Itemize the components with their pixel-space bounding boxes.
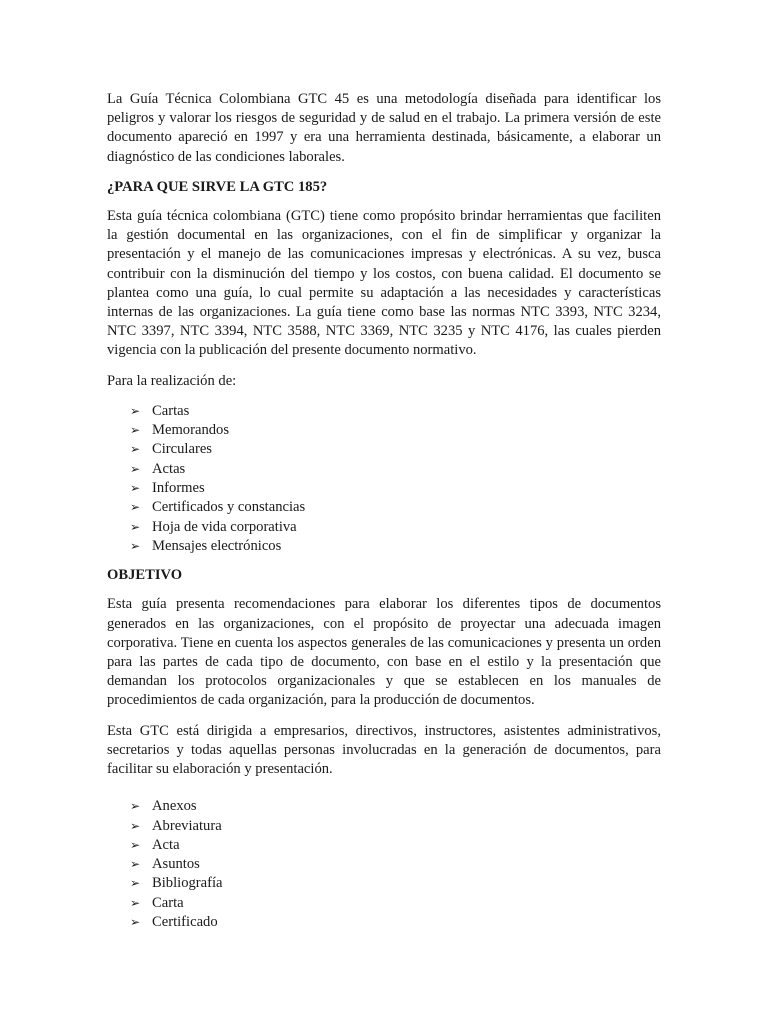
- objective-paragraph: Esta guía presenta recomendaciones para elaborar los diferentes tipos de documentos generados en las organizaciones, con el propósito de proyectar una adecuada imagen corporativa. Tiene en cuenta los aspectos generales de las comunicaciones y presenta un orden para las partes de cada tipo de documento, con base en el estilo y la presentación que demandan los protocolos organizacionales y que se establecen en los manuales de procedimientos de cada organización, para la producción de documentos.: [107, 596, 661, 709]
- list-item: ➢ Actas: [130, 460, 661, 479]
- arrowhead-bullet-icon: ➢: [130, 799, 141, 814]
- list-item: ➢ Hoja de vida corporativa: [130, 518, 661, 537]
- arrowhead-bullet-icon: ➢: [130, 423, 141, 438]
- arrowhead-bullet-icon: ➢: [130, 857, 141, 872]
- arrowhead-bullet-icon: ➢: [130, 442, 141, 457]
- list-item: ➢ Circulares: [130, 440, 661, 459]
- arrowhead-bullet-icon: ➢: [130, 895, 141, 910]
- list-intro-paragraph: Para la realización de:: [107, 372, 237, 389]
- audience-paragraph: Esta GTC está dirigida a empresarios, directivos, instructores, asistentes administrativos, secretarios y todas aquellas personas involucradas en la generación de documentos, para facilitar su elaboración y presentación.: [107, 722, 661, 778]
- document-page: [107, 90, 661, 942]
- purpose-paragraph: Esta guía técnica colombiana (GTC) tiene como propósito brindar herramientas que faciliten la gestión documental en las organizaciones, con el fin de simplificar y organizar la presentación y el manejo de las comunicaciones impresas y electrónicas. A su vez, busca contribuir con la disminución del tiempo y los costos, con buena calidad. El documento se plantea como una guía, lo cual permite su adaptación a las necesidades y características internas de las organizaciones. La guía tiene como base las normas NTC 3393, NTC 3234, NTC 3397, NTC 3394, NTC 3588, NTC 3369, NTC 3235 y NTC 4176, las cuales pierden vigencia con la publicación del presente documento normativo.: [107, 208, 661, 359]
- intro-paragraph: La Guía Técnica Colombiana GTC 45 es una metodología diseñada para identificar los peligros y valorar los riesgos de seguridad y de salud en el trabajo. La primera versión de este documento apareció en 1997 y era una herramienta destinada, básicamente, a elaborar un diagnóstico de las condiciones laborales.: [107, 91, 661, 165]
- arrowhead-bullet-icon: ➢: [130, 538, 141, 553]
- list-item: ➢ Carta: [130, 894, 661, 913]
- arrowhead-bullet-icon: ➢: [130, 519, 141, 534]
- list-item: ➢ Anexos: [130, 797, 661, 816]
- list-item: ➢ Bibliografía: [130, 874, 661, 893]
- arrowhead-bullet-icon: ➢: [130, 461, 141, 476]
- terms-list: [107, 797, 661, 932]
- arrowhead-bullet-icon: ➢: [130, 837, 141, 852]
- list-item: ➢ Mensajes electrónicos: [130, 537, 661, 556]
- list-item: ➢ Acta: [130, 836, 661, 855]
- list-item: ➢ Informes: [130, 479, 661, 498]
- arrowhead-bullet-icon: ➢: [130, 403, 141, 418]
- list-item: ➢ Cartas: [130, 402, 661, 421]
- section-heading-objective: OBJETIVO: [107, 567, 183, 584]
- arrowhead-bullet-icon: ➢: [130, 876, 141, 891]
- list-item: ➢ Memorandos: [130, 421, 661, 440]
- list-item: ➢ Asuntos: [130, 855, 661, 874]
- arrowhead-bullet-icon: ➢: [130, 915, 141, 930]
- arrowhead-bullet-icon: ➢: [130, 818, 141, 833]
- section-heading-purpose: ¿PARA QUE SIRVE LA GTC 185?: [107, 178, 328, 195]
- arrowhead-bullet-icon: ➢: [130, 481, 141, 496]
- document-types-list: [107, 402, 661, 556]
- arrowhead-bullet-icon: ➢: [130, 500, 141, 515]
- list-item: ➢ Abreviatura: [130, 817, 661, 836]
- list-item: ➢ Certificados y constancias: [130, 498, 661, 517]
- list-item: ➢ Certificado: [130, 913, 661, 932]
